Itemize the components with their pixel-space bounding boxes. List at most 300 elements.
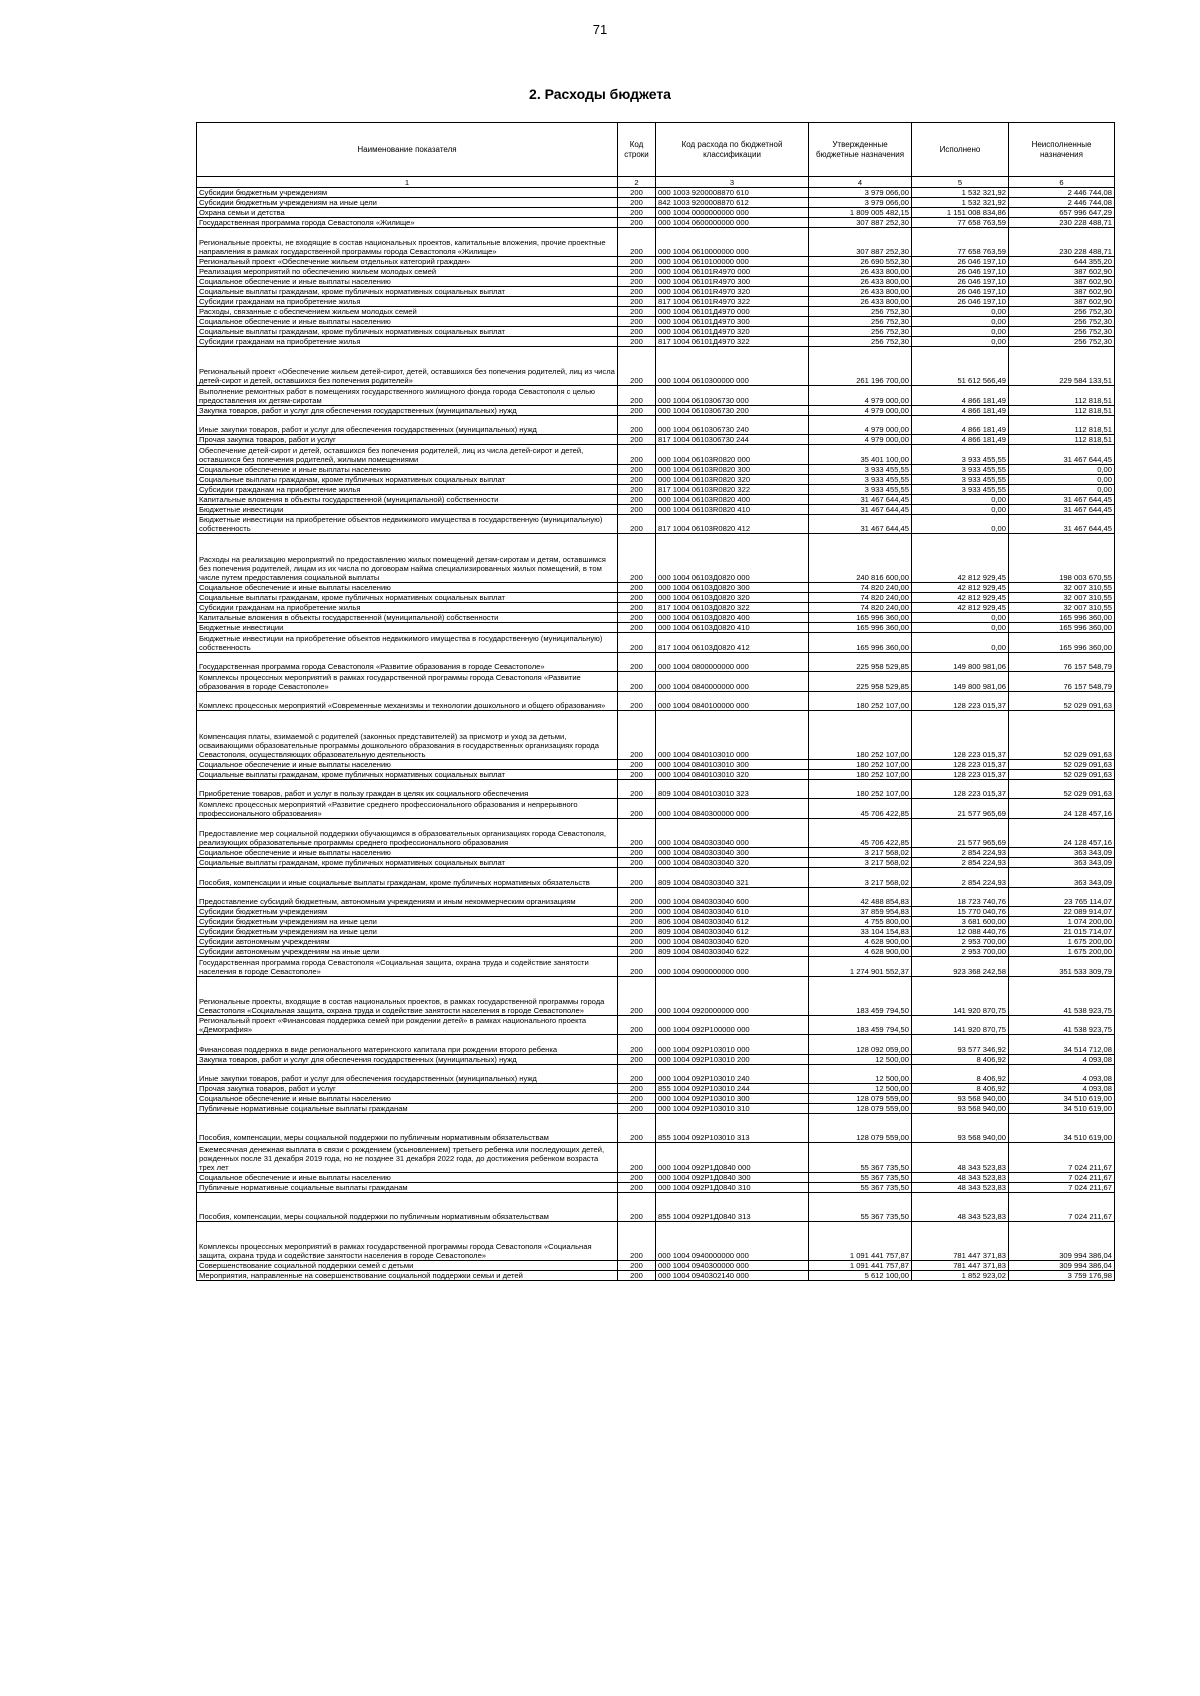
row-executed: 1 852 923,02 xyxy=(912,1270,1009,1280)
row-approved: 3 933 455,55 xyxy=(809,464,912,474)
row-name: Бюджетные инвестиции xyxy=(197,504,618,514)
table-row xyxy=(197,691,1115,711)
row-code: 200 xyxy=(618,257,656,267)
table-row xyxy=(197,1064,1115,1084)
column-number: 6 xyxy=(1009,177,1115,188)
row-unexecuted: 363 343,09 xyxy=(1009,868,1115,888)
row-unexecuted: 387 602,90 xyxy=(1009,287,1115,297)
table-row xyxy=(197,415,1115,435)
row-code: 200 xyxy=(618,1114,656,1143)
table-row xyxy=(197,534,1115,583)
row-approved: 128 079 559,00 xyxy=(809,1094,912,1104)
row-name: Охрана семьи и детства xyxy=(197,208,618,218)
row-unexecuted: 34 510 619,00 xyxy=(1009,1094,1115,1104)
row-unexecuted: 0,00 xyxy=(1009,474,1115,484)
row-unexecuted: 387 602,90 xyxy=(1009,277,1115,287)
row-code: 200 xyxy=(618,1104,656,1114)
row-unexecuted: 21 015 714,07 xyxy=(1009,927,1115,937)
row-executed: 781 447 371,83 xyxy=(912,1221,1009,1260)
row-unexecuted: 31 467 644,45 xyxy=(1009,514,1115,534)
row-approved: 55 367 735,50 xyxy=(809,1192,912,1221)
row-budget-code: 000 1004 0840103010 000 xyxy=(656,711,809,760)
row-unexecuted: 7 024 211,67 xyxy=(1009,1172,1115,1182)
row-budget-code: 000 1004 092P103010 000 xyxy=(656,1035,809,1055)
row-approved: 74 820 240,00 xyxy=(809,603,912,613)
row-approved: 74 820 240,00 xyxy=(809,583,912,593)
row-budget-code: 809 1004 0840103010 323 xyxy=(656,779,809,799)
row-name: Прочая закупка товаров, работ и услуг xyxy=(197,435,618,445)
row-unexecuted: 76 157 548,79 xyxy=(1009,652,1115,672)
row-name: Публичные нормативные социальные выплаты гражданам xyxy=(197,1182,618,1192)
row-unexecuted: 256 752,30 xyxy=(1009,337,1115,347)
row-code: 200 xyxy=(618,1084,656,1094)
row-name: Субсидии бюджетным учреждениям на иные цели xyxy=(197,198,618,208)
section-title: 2. Расходы бюджета xyxy=(529,86,671,102)
row-unexecuted: 41 538 923,75 xyxy=(1009,1015,1115,1035)
row-name: Расходы, связанные с обеспечением жильем молодых семей xyxy=(197,307,618,317)
row-name: Финансовая поддержка в виде регионального материнского капитала при рождении второго ребенка xyxy=(197,1035,618,1055)
row-approved: 26 433 800,00 xyxy=(809,297,912,307)
row-code: 200 xyxy=(618,887,656,907)
row-budget-code: 000 1004 0840300000 000 xyxy=(656,799,809,819)
row-code: 200 xyxy=(618,769,656,779)
row-executed: 77 658 763,59 xyxy=(912,218,1009,228)
row-code: 200 xyxy=(618,1260,656,1270)
table-row xyxy=(197,711,1115,760)
row-unexecuted: 230 228 488,71 xyxy=(1009,228,1115,257)
row-name: Расходы на реализацию мероприятий по предоставлению жилых помещений детям-сиротам и детям, оставшимся без попечения родителей, лицам из их числа по договорам найма специализированных жилых помещений, в том числе путем предоставления социальной выплаты xyxy=(197,534,618,583)
row-budget-code: 000 1004 0610306730 200 xyxy=(656,405,809,415)
row-name: Субсидии бюджетным учреждениям на иные цели xyxy=(197,927,618,937)
row-executed: 0,00 xyxy=(912,317,1009,327)
row-name: Комплексы процессных мероприятий в рамках государственной программы города Севастополя «Развитие образования в городе Севастополе» xyxy=(197,672,618,692)
row-name: Социальное обеспечение и иные выплаты населению xyxy=(197,583,618,593)
row-name: Субсидии бюджетным учреждениям xyxy=(197,907,618,917)
row-code: 200 xyxy=(618,504,656,514)
row-budget-code: 817 1004 0610306730 244 xyxy=(656,435,809,445)
row-executed: 2 854 224,93 xyxy=(912,858,1009,868)
row-code: 200 xyxy=(618,593,656,603)
row-executed: 4 866 181,49 xyxy=(912,415,1009,435)
table-row xyxy=(197,947,1115,957)
row-budget-code: 817 1004 06101Д4970 322 xyxy=(656,337,809,347)
row-code: 200 xyxy=(618,277,656,287)
row-budget-code: 809 1004 0840303040 612 xyxy=(656,927,809,937)
row-code: 200 xyxy=(618,858,656,868)
row-executed: 0,00 xyxy=(912,494,1009,504)
row-unexecuted: 34 510 619,00 xyxy=(1009,1104,1115,1114)
row-code: 200 xyxy=(618,711,656,760)
table-row xyxy=(197,464,1115,474)
row-code: 200 xyxy=(618,799,656,819)
row-code: 200 xyxy=(618,848,656,858)
header-row-code: Код строки xyxy=(618,123,656,177)
table-row xyxy=(197,652,1115,672)
row-name: Социальные выплаты гражданам, кроме публичных нормативных социальных выплат xyxy=(197,593,618,603)
table-row xyxy=(197,1114,1115,1143)
row-approved: 183 459 794,50 xyxy=(809,976,912,1015)
row-name: Региональный проект «Обеспечение жильем детей-сирот, детей, оставшихся без попечения родителей, лиц из числа детей-сирот и детей, оставшихся без попечения родителей» xyxy=(197,347,618,386)
table-row xyxy=(197,405,1115,415)
row-name: Региональный проект «Обеспечение жильем отдельных категорий граждан» xyxy=(197,257,618,267)
header-approved: Утвержденные бюджетные назначения xyxy=(809,123,912,177)
row-code: 200 xyxy=(618,405,656,415)
row-name: Закупка товаров, работ и услуг для обеспечения государственных (муниципальных) нужд xyxy=(197,405,618,415)
row-name: Субсидии гражданам на приобретение жилья xyxy=(197,603,618,613)
row-budget-code: 000 1004 092P100000 000 xyxy=(656,1015,809,1035)
row-approved: 128 092 059,00 xyxy=(809,1035,912,1055)
table-row xyxy=(197,1260,1115,1270)
row-unexecuted: 112 818,51 xyxy=(1009,435,1115,445)
row-unexecuted: 7 024 211,67 xyxy=(1009,1182,1115,1192)
row-name: Комплекс процессных мероприятий «Современные механизмы и технологии дошкольного и общего образования» xyxy=(197,691,618,711)
row-code: 200 xyxy=(618,1143,656,1172)
row-budget-code: 000 1004 0840303040 610 xyxy=(656,907,809,917)
row-code: 200 xyxy=(618,1182,656,1192)
table-row xyxy=(197,1084,1115,1094)
row-approved: 307 887 252,30 xyxy=(809,228,912,257)
row-code: 200 xyxy=(618,198,656,208)
row-executed: 128 223 015,37 xyxy=(912,759,1009,769)
table-row xyxy=(197,347,1115,386)
row-approved: 165 996 360,00 xyxy=(809,623,912,633)
row-budget-code: 000 1004 0840000000 000 xyxy=(656,672,809,692)
row-name: Предоставление мер социальной поддержки обучающимся в образовательных организациях города Севастополя, реализующих образовательные программы среднего профессионального образования xyxy=(197,818,618,847)
row-code: 200 xyxy=(618,307,656,317)
row-budget-code: 806 1004 0840303040 612 xyxy=(656,917,809,927)
row-executed: 48 343 523,83 xyxy=(912,1192,1009,1221)
row-executed: 26 046 197,10 xyxy=(912,267,1009,277)
row-code: 200 xyxy=(618,534,656,583)
table-row xyxy=(197,327,1115,337)
row-executed: 42 812 929,45 xyxy=(912,534,1009,583)
row-approved: 256 752,30 xyxy=(809,307,912,317)
row-code: 200 xyxy=(618,494,656,504)
row-executed: 4 866 181,49 xyxy=(912,435,1009,445)
row-executed: 1 151 008 834,86 xyxy=(912,208,1009,218)
row-unexecuted: 3 759 176,98 xyxy=(1009,1270,1115,1280)
table-row xyxy=(197,297,1115,307)
row-unexecuted: 34 514 712,08 xyxy=(1009,1035,1115,1055)
row-code: 200 xyxy=(618,415,656,435)
row-executed: 0,00 xyxy=(912,307,1009,317)
table-row xyxy=(197,759,1115,769)
row-budget-code: 817 1004 06103R0820 412 xyxy=(656,514,809,534)
table-row xyxy=(197,257,1115,267)
row-name: Иные закупки товаров, работ и услуг для обеспечения государственных (муниципальных) нужд xyxy=(197,415,618,435)
row-executed: 149 800 981,06 xyxy=(912,672,1009,692)
row-name: Выполнение ремонтных работ в помещениях государственного жилищного фонда города Севастополя с целью предоставления их детям-сиротам xyxy=(197,386,618,406)
table-row xyxy=(197,613,1115,623)
table-row xyxy=(197,188,1115,198)
row-budget-code: 817 1004 06103Д0820 412 xyxy=(656,633,809,653)
row-code: 200 xyxy=(618,445,656,465)
table-row xyxy=(197,907,1115,917)
row-code: 200 xyxy=(618,514,656,534)
row-unexecuted: 165 996 360,00 xyxy=(1009,613,1115,623)
row-approved: 5 612 100,00 xyxy=(809,1270,912,1280)
row-unexecuted: 32 007 310,55 xyxy=(1009,583,1115,593)
row-unexecuted: 309 994 386,04 xyxy=(1009,1260,1115,1270)
row-executed: 26 046 197,10 xyxy=(912,257,1009,267)
row-approved: 1 809 005 482,15 xyxy=(809,208,912,218)
row-approved: 31 467 644,45 xyxy=(809,504,912,514)
row-budget-code: 855 1004 092P1Д0840 313 xyxy=(656,1192,809,1221)
row-approved: 256 752,30 xyxy=(809,327,912,337)
row-budget-code: 000 1004 0920000000 000 xyxy=(656,976,809,1015)
row-name: Иные закупки товаров, работ и услуг для обеспечения государственных (муниципальных) нужд xyxy=(197,1064,618,1084)
row-name: Региональные проекты, не входящие в состав национальных проектов, капитальные вложения, прочие проектные направления в рамках государственной программы города Севастополя «Жилище» xyxy=(197,228,618,257)
row-unexecuted: 76 157 548,79 xyxy=(1009,672,1115,692)
table-row xyxy=(197,976,1115,1015)
row-approved: 4 979 000,00 xyxy=(809,435,912,445)
row-unexecuted: 24 128 457,16 xyxy=(1009,799,1115,819)
row-code: 200 xyxy=(618,1221,656,1260)
row-executed: 2 854 224,93 xyxy=(912,848,1009,858)
row-code: 200 xyxy=(618,267,656,277)
row-executed: 0,00 xyxy=(912,633,1009,653)
row-approved: 4 979 000,00 xyxy=(809,405,912,415)
row-name: Социальное обеспечение и иные выплаты населению xyxy=(197,1172,618,1182)
row-approved: 3 979 066,00 xyxy=(809,198,912,208)
row-name: Субсидии автономным учреждениям на иные цели xyxy=(197,947,618,957)
row-budget-code: 855 1004 092P103010 244 xyxy=(656,1084,809,1094)
row-approved: 180 252 107,00 xyxy=(809,759,912,769)
row-code: 200 xyxy=(618,603,656,613)
row-code: 200 xyxy=(618,484,656,494)
row-unexecuted: 1 675 200,00 xyxy=(1009,937,1115,947)
row-executed: 1 532 321,92 xyxy=(912,188,1009,198)
table-row xyxy=(197,818,1115,847)
row-approved: 74 820 240,00 xyxy=(809,593,912,603)
row-executed: 128 223 015,37 xyxy=(912,769,1009,779)
row-name: Пособия, компенсации, меры социальной поддержки по публичным нормативным обязательствам xyxy=(197,1114,618,1143)
table-row xyxy=(197,603,1115,613)
row-budget-code: 000 1004 0900000000 000 xyxy=(656,957,809,977)
row-executed: 2 953 700,00 xyxy=(912,947,1009,957)
table-row xyxy=(197,317,1115,327)
row-executed: 26 046 197,10 xyxy=(912,297,1009,307)
row-executed: 4 866 181,49 xyxy=(912,386,1009,406)
row-approved: 3 217 568,02 xyxy=(809,858,912,868)
row-budget-code: 855 1004 092P103010 313 xyxy=(656,1114,809,1143)
row-approved: 26 433 800,00 xyxy=(809,287,912,297)
row-budget-code: 000 1004 0840303040 300 xyxy=(656,848,809,858)
row-name: Социальное обеспечение и иные выплаты населению xyxy=(197,464,618,474)
table-row xyxy=(197,1054,1115,1064)
header-unexecuted: Неисполненные назначения xyxy=(1009,123,1115,177)
table-row xyxy=(197,1182,1115,1192)
row-code: 200 xyxy=(618,672,656,692)
row-executed: 12 088 440,76 xyxy=(912,927,1009,937)
row-approved: 45 706 422,85 xyxy=(809,799,912,819)
row-unexecuted: 112 818,51 xyxy=(1009,386,1115,406)
page-number: 71 xyxy=(592,22,608,37)
row-name: Субсидии бюджетным учреждениям на иные цели xyxy=(197,917,618,927)
row-name: Ежемесячная денежная выплата в связи с рождением (усыновлением) третьего ребенка или последующих детей, рожденных после 31 декабря 2019 года, но не позднее 31 декабря 2022 года, до достижения ребенком возраста трех лет xyxy=(197,1143,618,1172)
row-code: 200 xyxy=(618,287,656,297)
row-unexecuted: 363 343,09 xyxy=(1009,858,1115,868)
row-unexecuted: 32 007 310,55 xyxy=(1009,603,1115,613)
column-number: 1 xyxy=(197,177,618,188)
row-executed: 0,00 xyxy=(912,613,1009,623)
row-executed: 26 046 197,10 xyxy=(912,277,1009,287)
row-unexecuted: 24 128 457,16 xyxy=(1009,818,1115,847)
table-row xyxy=(197,1192,1115,1221)
row-approved: 37 859 954,83 xyxy=(809,907,912,917)
row-name: Социальное обеспечение и иные выплаты населению xyxy=(197,848,618,858)
row-name: Субсидии автономным учреждениям xyxy=(197,937,618,947)
row-unexecuted: 31 467 644,45 xyxy=(1009,504,1115,514)
row-budget-code: 000 1004 0840303040 600 xyxy=(656,887,809,907)
row-name: Социальное обеспечение и иные выплаты населению xyxy=(197,317,618,327)
row-unexecuted: 230 228 488,71 xyxy=(1009,218,1115,228)
row-code: 200 xyxy=(618,297,656,307)
row-budget-code: 000 1004 092P103010 300 xyxy=(656,1094,809,1104)
row-code: 200 xyxy=(618,907,656,917)
row-code: 200 xyxy=(618,613,656,623)
row-executed: 77 658 763,59 xyxy=(912,228,1009,257)
row-executed: 48 343 523,83 xyxy=(912,1182,1009,1192)
row-code: 200 xyxy=(618,1015,656,1035)
row-budget-code: 000 1004 0610306730 000 xyxy=(656,386,809,406)
row-executed: 8 406,92 xyxy=(912,1064,1009,1084)
table-row xyxy=(197,779,1115,799)
row-unexecuted: 387 602,90 xyxy=(1009,297,1115,307)
table-row xyxy=(197,277,1115,287)
table-row xyxy=(197,228,1115,257)
table-row xyxy=(197,337,1115,347)
row-unexecuted: 34 510 619,00 xyxy=(1009,1114,1115,1143)
row-budget-code: 000 1004 06103R0820 410 xyxy=(656,504,809,514)
row-approved: 55 367 735,50 xyxy=(809,1143,912,1172)
row-name: Бюджетные инвестиции xyxy=(197,623,618,633)
row-executed: 0,00 xyxy=(912,337,1009,347)
row-approved: 180 252 107,00 xyxy=(809,691,912,711)
column-number: 3 xyxy=(656,177,809,188)
row-executed: 48 343 523,83 xyxy=(912,1172,1009,1182)
row-approved: 183 459 794,50 xyxy=(809,1015,912,1035)
row-name: Социальное обеспечение и иные выплаты населению xyxy=(197,759,618,769)
row-name: Пособия, компенсации и иные социальные выплаты гражданам, кроме публичных нормативных обязательств xyxy=(197,868,618,888)
row-budget-code: 000 1004 0840303040 000 xyxy=(656,818,809,847)
row-executed: 3 933 455,55 xyxy=(912,484,1009,494)
row-unexecuted: 256 752,30 xyxy=(1009,307,1115,317)
row-unexecuted: 4 093,08 xyxy=(1009,1054,1115,1064)
row-budget-code: 000 1004 0610306730 240 xyxy=(656,415,809,435)
table-row xyxy=(197,927,1115,937)
row-code: 200 xyxy=(618,779,656,799)
table-row xyxy=(197,474,1115,484)
table-row xyxy=(197,494,1115,504)
table-row xyxy=(197,435,1115,445)
row-code: 200 xyxy=(618,623,656,633)
row-unexecuted: 112 818,51 xyxy=(1009,405,1115,415)
row-code: 200 xyxy=(618,435,656,445)
row-code: 200 xyxy=(618,976,656,1015)
row-name: Мероприятия, направленные на совершенствование социальной поддержки семьи и детей xyxy=(197,1270,618,1280)
row-approved: 128 079 559,00 xyxy=(809,1114,912,1143)
row-unexecuted: 4 093,08 xyxy=(1009,1084,1115,1094)
row-executed: 42 812 929,45 xyxy=(912,603,1009,613)
row-budget-code: 000 1004 0000000000 000 xyxy=(656,208,809,218)
row-approved: 3 979 066,00 xyxy=(809,188,912,198)
row-executed: 93 568 940,00 xyxy=(912,1114,1009,1143)
row-budget-code: 000 1004 06101R4970 000 xyxy=(656,267,809,277)
table-body xyxy=(197,188,1115,1281)
row-executed: 3 933 455,55 xyxy=(912,445,1009,465)
row-approved: 31 467 644,45 xyxy=(809,514,912,534)
row-approved: 180 252 107,00 xyxy=(809,711,912,760)
row-budget-code: 817 1004 06101R4970 322 xyxy=(656,297,809,307)
row-executed: 781 447 371,83 xyxy=(912,1260,1009,1270)
row-unexecuted: 4 093,08 xyxy=(1009,1064,1115,1084)
row-executed: 8 406,92 xyxy=(912,1054,1009,1064)
row-unexecuted: 52 029 091,63 xyxy=(1009,691,1115,711)
row-name: Социальное обеспечение и иные выплаты населению xyxy=(197,1094,618,1104)
row-unexecuted: 1 675 200,00 xyxy=(1009,947,1115,957)
row-approved: 4 979 000,00 xyxy=(809,386,912,406)
row-executed: 128 223 015,37 xyxy=(912,779,1009,799)
row-name: Обеспечение детей-сирот и детей, оставшихся без попечения родителей, лиц из числа детей-сирот и детей, оставшихся без попечения родителей, жилыми помещениями xyxy=(197,445,618,465)
row-budget-code: 000 1004 0940000000 000 xyxy=(656,1221,809,1260)
row-code: 200 xyxy=(618,1035,656,1055)
row-name: Капитальные вложения в объекты государственной (муниципальной) собственности xyxy=(197,494,618,504)
row-approved: 4 628 900,00 xyxy=(809,937,912,947)
table-row xyxy=(197,504,1115,514)
row-approved: 180 252 107,00 xyxy=(809,769,912,779)
row-approved: 4 979 000,00 xyxy=(809,415,912,435)
row-code: 200 xyxy=(618,1054,656,1064)
table-row xyxy=(197,672,1115,692)
row-name: Субсидии гражданам на приобретение жилья xyxy=(197,297,618,307)
row-name: Прочая закупка товаров, работ и услуг xyxy=(197,1084,618,1094)
row-budget-code: 000 1004 06103R0820 400 xyxy=(656,494,809,504)
row-approved: 55 367 735,50 xyxy=(809,1172,912,1182)
row-name: Государственная программа города Севастополя «Жилище» xyxy=(197,218,618,228)
row-unexecuted: 22 089 914,07 xyxy=(1009,907,1115,917)
table-row xyxy=(197,208,1115,218)
row-budget-code: 000 1004 06103R0820 300 xyxy=(656,464,809,474)
row-approved: 1 091 441 757,87 xyxy=(809,1260,912,1270)
row-name: Социальные выплаты гражданам, кроме публичных нормативных социальных выплат xyxy=(197,474,618,484)
row-executed: 3 681 600,00 xyxy=(912,917,1009,927)
row-name: Бюджетные инвестиции на приобретение объектов недвижимого имущества в государственную (муниципальную) собственность xyxy=(197,633,618,653)
row-approved: 180 252 107,00 xyxy=(809,779,912,799)
row-unexecuted: 0,00 xyxy=(1009,464,1115,474)
table-row xyxy=(197,1270,1115,1280)
row-unexecuted: 32 007 310,55 xyxy=(1009,593,1115,603)
row-code: 200 xyxy=(618,691,656,711)
row-unexecuted: 52 029 091,63 xyxy=(1009,759,1115,769)
table-row xyxy=(197,287,1115,297)
row-name: Пособия, компенсации, меры социальной поддержки по публичным нормативным обязательствам xyxy=(197,1192,618,1221)
table-row xyxy=(197,1094,1115,1104)
row-unexecuted: 0,00 xyxy=(1009,484,1115,494)
table-row xyxy=(197,769,1115,779)
table-row xyxy=(197,514,1115,534)
row-unexecuted: 229 584 133,51 xyxy=(1009,347,1115,386)
row-executed: 2 854 224,93 xyxy=(912,868,1009,888)
table-row xyxy=(197,1221,1115,1260)
table-row xyxy=(197,593,1115,603)
header-executed: Исполнено xyxy=(912,123,1009,177)
row-approved: 31 467 644,45 xyxy=(809,494,912,504)
row-code: 200 xyxy=(618,228,656,257)
row-code: 200 xyxy=(618,208,656,218)
row-budget-code: 000 1004 0840100000 000 xyxy=(656,691,809,711)
row-approved: 165 996 360,00 xyxy=(809,613,912,623)
